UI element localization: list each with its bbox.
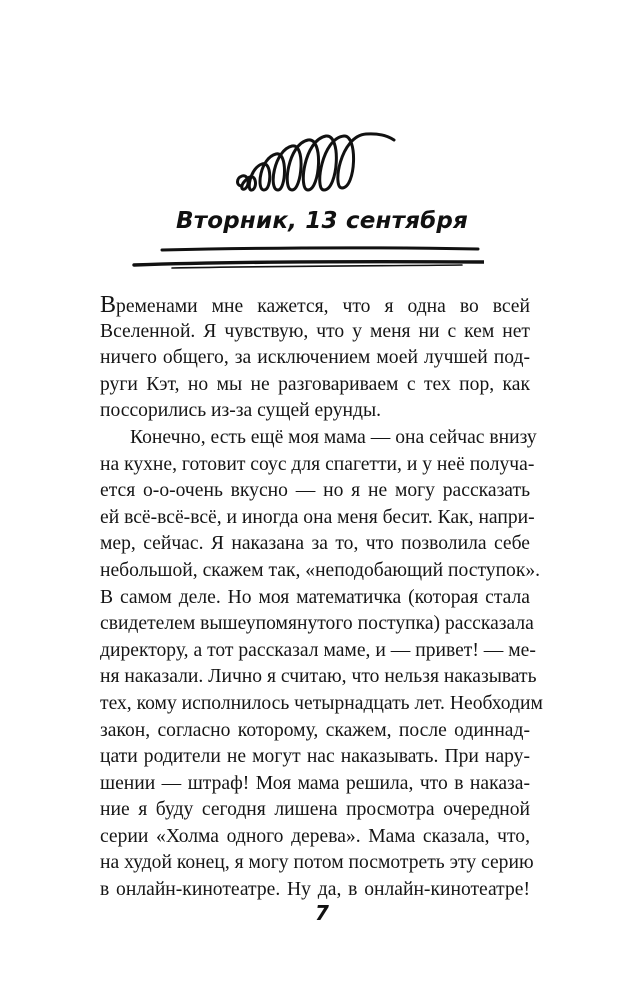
text-line: тех, кому исполнилось четырнадцать лет. Необходим	[100, 692, 543, 714]
text-line: ня наказали. Лично я считаю, что нельзя наказывать	[100, 666, 537, 688]
chapter-title: Вторник, 13 сентября	[175, 208, 469, 234]
text-line: шении — штраф! Моя мама решила, что в наказа-	[100, 772, 530, 794]
text-line: ей всё-всё-всё, и иногда она меня бесит. Как, напри-	[100, 506, 535, 528]
text-line: небольшой, скажем так, «неподобающий поступок».	[100, 559, 541, 581]
page-number: 7	[315, 901, 329, 925]
text-line: свидетелем вышеупомянутого поступка) рассказала	[100, 613, 534, 635]
text-line: Вселенной. Я чувствую, что у меня ни с кем нет	[100, 320, 530, 342]
text-line: руги Кэт, но мы не разговариваем с тех пор, как	[100, 373, 530, 395]
body-text	[100, 292, 543, 904]
paragraph	[100, 425, 543, 904]
text-line: В самом деле. Но моя математичка (которая стала	[100, 586, 530, 608]
paragraph	[100, 292, 530, 425]
text-line: серии «Холма одного дерева». Мама сказала, что,	[100, 825, 530, 847]
text-line: ние я буду сегодня лишена просмотра очередной	[100, 799, 530, 821]
text-line: на кухне, готовит соус для спагетти, и у неё получа-	[100, 453, 535, 475]
text-line: закон, согласно которому, скажем, после одиннад-	[100, 719, 530, 741]
text-line: мер, сейчас. Я наказана за то, что позволила себе	[100, 533, 530, 555]
text-line: поссорились из-за сущей ерунды.	[100, 400, 382, 422]
text-line: Временами мне кажется, что я одна во всей	[100, 292, 530, 318]
text-line: ется о-о-очень вкусно — но я не могу рассказать	[100, 480, 530, 502]
drop-cap: В	[100, 292, 117, 318]
text-line: цати родители не могут нас наказывать. При нару-	[100, 746, 530, 768]
text-line: в онлайн-кинотеатре. Ну да, в онлайн-кинотеатре!	[100, 879, 530, 901]
text-line: ничего общего, за исключением моей лучшей под-	[100, 347, 530, 369]
text-line: Конечно, есть ещё моя мама — она сейчас внизу	[130, 426, 537, 448]
hand-drawn-underline-icon	[132, 238, 484, 272]
text-line: директору, а тот рассказал маме, и — привет! — ме-	[100, 639, 536, 661]
text-line: на худой конец, я могу потом посмотреть эту серию	[100, 852, 534, 874]
spiral-doodle-icon	[228, 128, 396, 198]
